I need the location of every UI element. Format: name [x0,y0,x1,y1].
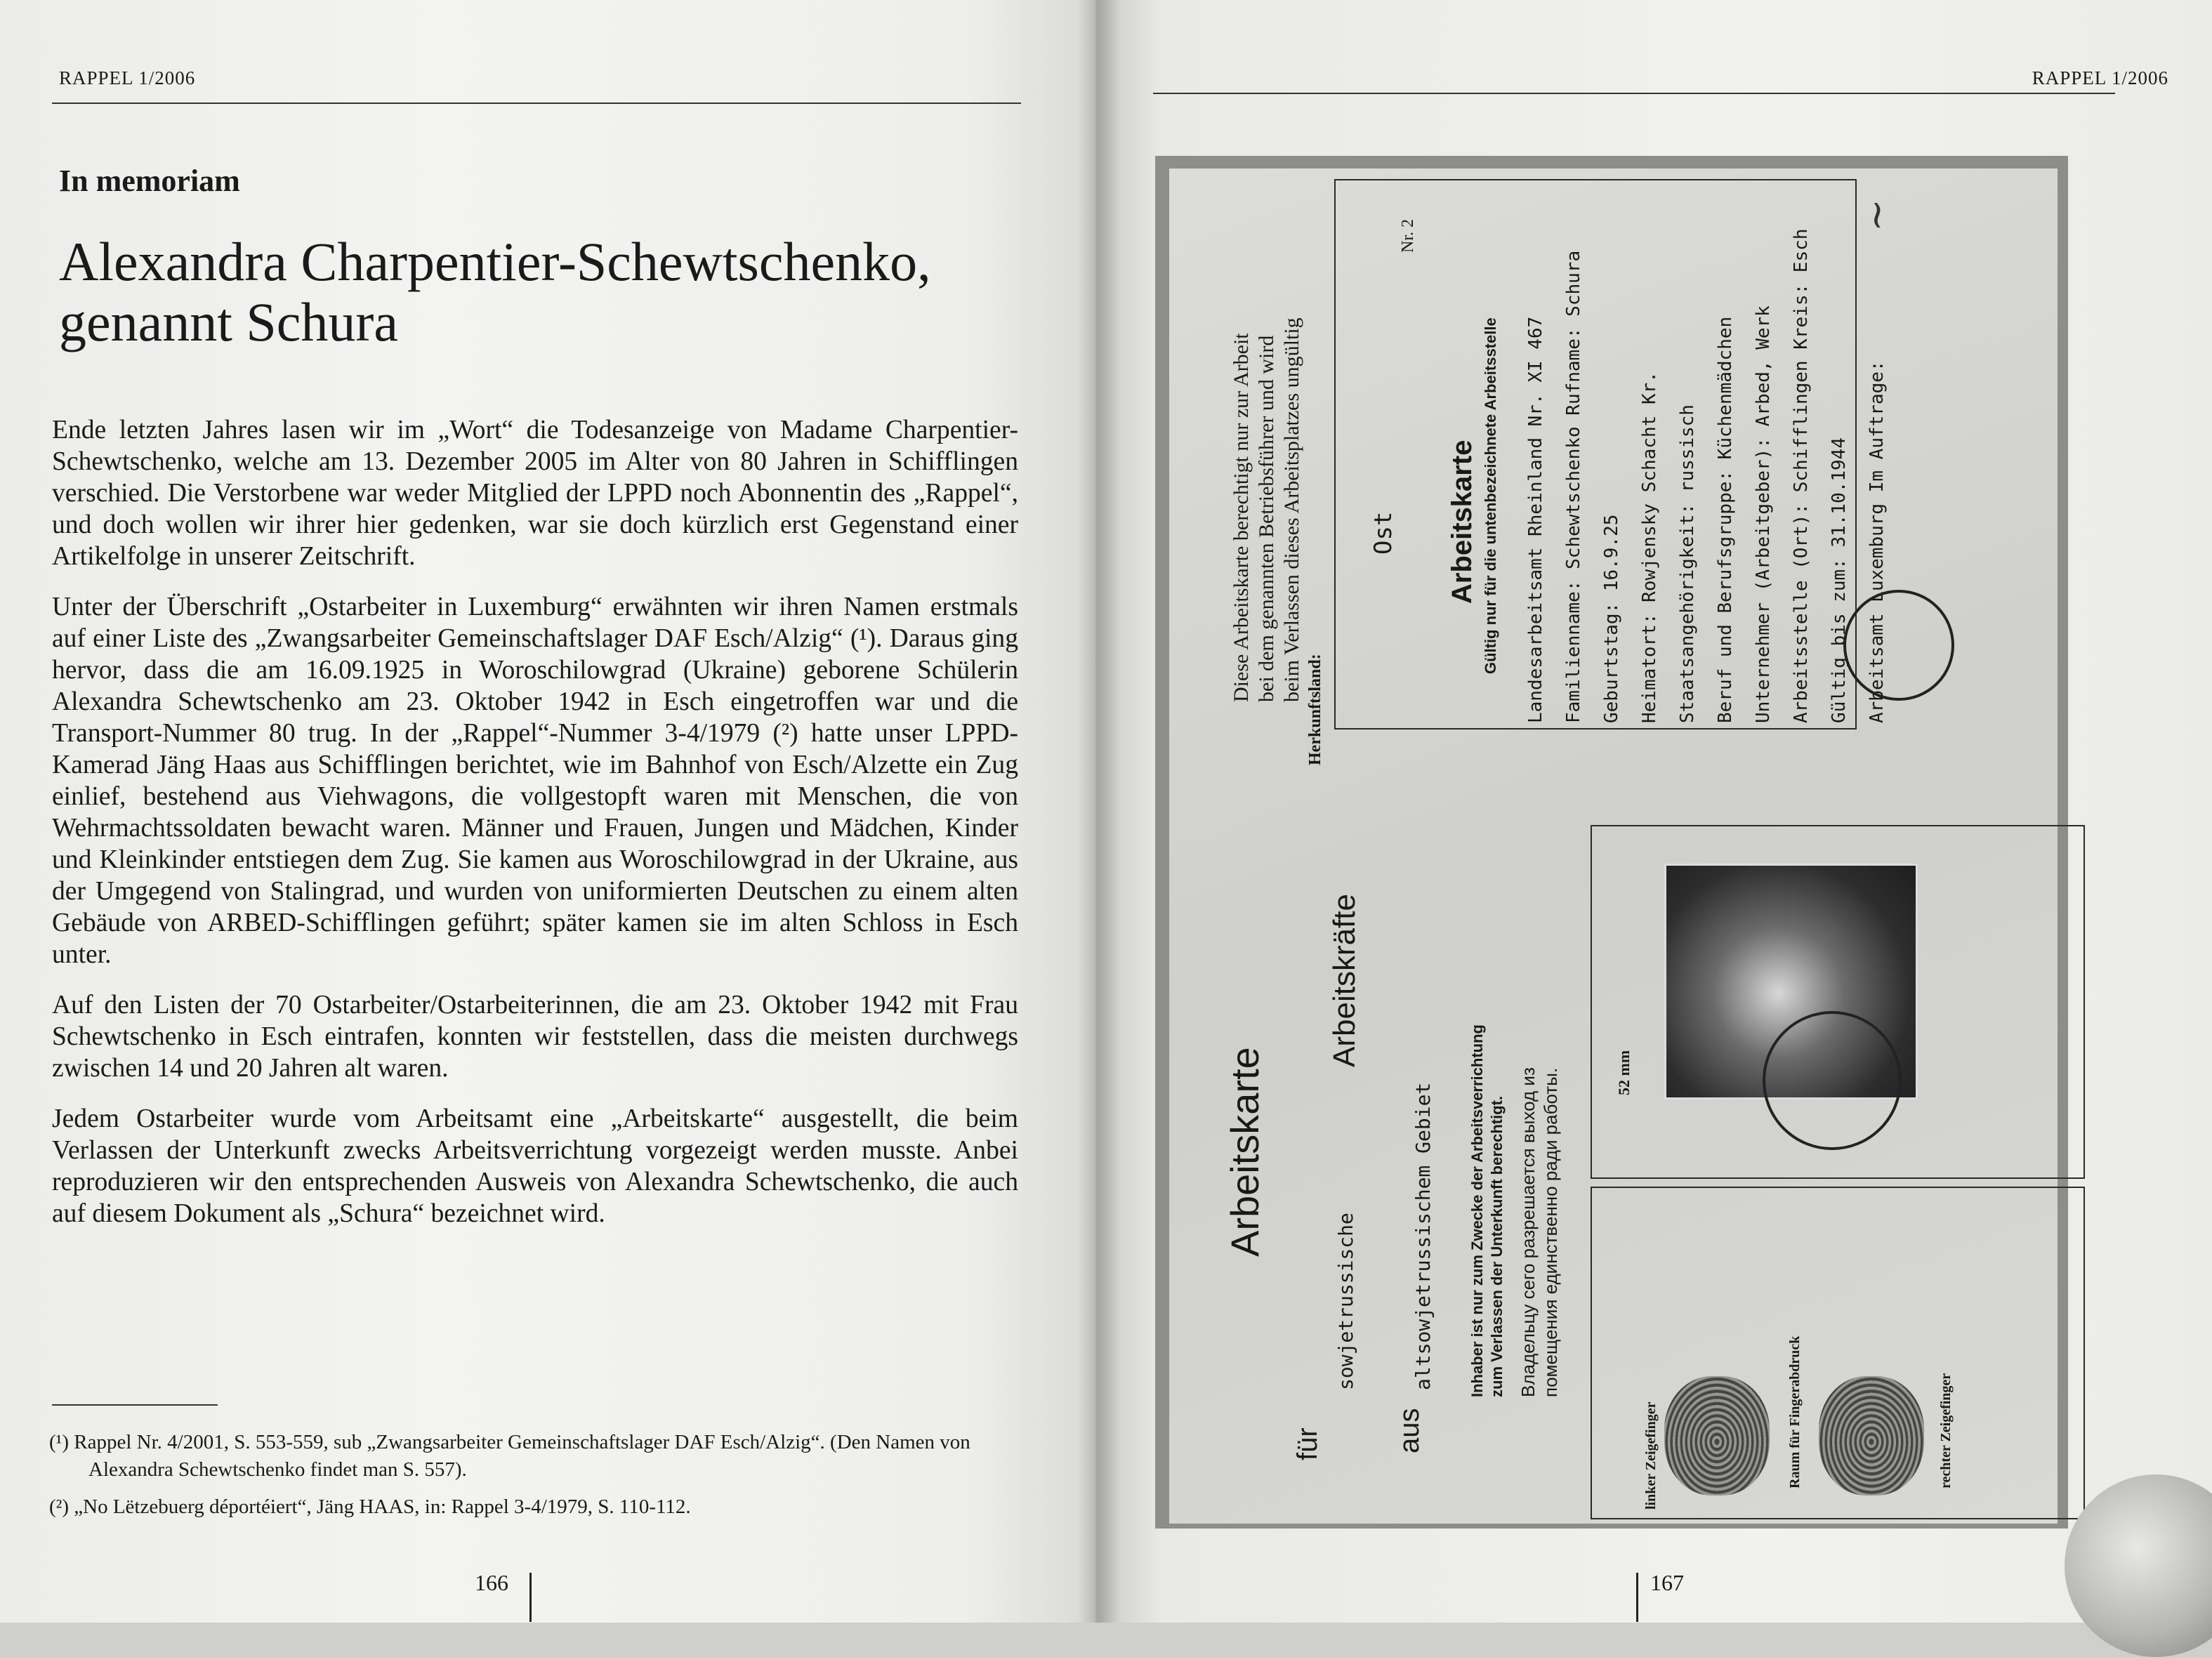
running-head-left: RAPPEL 1/2006 [59,67,196,88]
paragraph: Unter der Überschrift „Ostarbeiter in Luxemburg“ erwähnten wir ihren Namen erstmals auf einer Liste des „Zwangsarbeiter Gemeinschaftslager DAF Esch/Alzig“ (¹). Daraus ging hervor, dass die am 16.09.1925 in Woroschilowgrad (Ukraine) geborene Schülerin Alexandra Schewtschenko am 23. Oktober 1942 in Esch eingetroffen war und die Transport-Nummer 80 trug. In der „Rappel“-Nummer 3-4/1979 (²) hatte unser LPPD-Kamerad Jäng Haas aus Schifflingen berichtet, wie im Bahnhof von Esch/Alzette ein Zug einlief, bestehend aus Viehwagons, die vollgestopft waren mit Menschen, die von Wehrmachtssoldaten bewacht waren. Männer und Frauen, Jungen und Mädchen, Kinder und Kleinkinder entstiegen dem Zug. Sie kamen aus Woroschilowgrad in der Ukraine, aus der Umgegend von Stalingrad, und wurden von uniformierten Deutschen zu einem alten Gebäude von ARBED-Schifflingen geführt; später kamen sie im alten Schloss in Esch unter. [52,593,1018,969]
header-rule-left [52,103,1021,104]
fuer-value: sowjetrussische [1334,1213,1357,1390]
section-label: In memoriam [59,164,240,198]
card-subtitle: Gültig nur für die untenbezeichnete Arbeitsstelle [1482,317,1499,674]
field-profession: Beruf und Berufsgruppe: Küchenmädchen [1715,316,1736,723]
right-fingerprint-icon [1819,1376,1924,1496]
card-number: Nr. 2 [1399,219,1417,253]
big-card-title: Arbeitskarte [1223,1047,1267,1257]
card-title: Arbeitskarte [1447,440,1477,604]
field-valid-until: Gültig bis zum: 31.10.1944 [1829,437,1850,723]
official-stamp-icon [1843,590,1954,701]
field-employer: Unternehmer (Arbeitgeber): Arbed, Werk [1753,305,1774,723]
folio-bar-left [529,1573,532,1622]
paragraph: Ende letzten Jahres lasen wir im „Wort“ die Todesanzeige von Madame Charpentier-Schewtschenko, welche am 13. Dezember 2005 im Alter von 80 Jahren in Schifflingen verschied. Die Verstorbene war weder Mitglied der LPPD noch Abonnentin des „Rappel“, und doch wollen wir ihrer hier gedenken, war sie doch kürzlich erst Gegenstand einer Artikelfolge in unserer Zeitschrift. [52,416,1018,571]
field-arbeitsamt: Landesarbeitsamt Rheinland Nr. XI 467 [1525,316,1546,723]
header-rule-right [1153,93,2115,94]
footnote: (¹) Rappel Nr. 4/2001, S. 553-559, sub „Zwangsarbeiter Gemeinschaftslager DAF Esch/Alzig“. (Den Namen von Alexandra Schewtschenko findet man S. 557). [49,1431,970,1481]
field-authority: Arbeitsamt Luxemburg Im Auftrage: [1867,360,1888,723]
title-line-2: genannt Schura [59,291,399,352]
field-birthdate: Geburtstag: 16.9.25 [1601,514,1622,723]
fuer-label: für [1292,1427,1323,1460]
aus-value: altsowjetrussischem Gebiet [1411,1082,1435,1390]
book-gutter [1078,0,1120,1623]
article-title [59,232,1042,352]
signature-icon: ~ [1854,199,1900,232]
permission-german: Inhaber ist nur zum Zwecke der Arbeitsverrichtung zum Verlassen der Unterkunft berechtigt. [1468,1024,1506,1397]
card-fields [1517,229,1896,723]
running-head-right: RAPPEL 1/2006 [2032,67,2168,88]
aus-label: aus [1394,1408,1425,1453]
footnotes [49,1429,1018,1531]
field-nationality: Staatsangehörigkeit: russisch [1677,404,1698,723]
folio-bar-right [1636,1573,1638,1622]
paragraph: Jedem Ostarbeiter wurde vom Arbeitsamt eine „Arbeitskarte“ ausgestellt, die beim Verlassen der Unterkunft zwecks Arbeitsverrichtung vorgezeigt werden musste. Anbei reproduzieren wir den entsprechenden Ausweis von Alexandra Schewtschenko, die auch auf diesem Dokument als „Schura“ bezeichnet wird. [52,1104,1018,1228]
arbeitskraefte-label: Arbeitskräfte [1327,894,1362,1067]
title-line-1: Alexandra Charpentier-Schewtschenko, [59,231,931,292]
field-workplace: Arbeitsstelle (Ort): Schifflingen Kreis: Esch [1791,228,1812,723]
fingerprint-area-label: Raum für Fingerabdruck [1787,1335,1803,1488]
herkunftsland-value: Ost [1369,511,1397,555]
left-page [0,0,1095,1623]
permission-russian: Владельцу сего разрешается выход из помещения единственно ради работы. [1518,1067,1561,1397]
footnote-rule [52,1404,218,1406]
validity-notice: Diese Arbeitskarte berechtigt nur zur Arbeit bei dem genannten Betriebsführer und wird beim Verlassen dieses Arbeitsplatzes ungültig [1230,317,1303,702]
photo-size-label: 52 mm [1615,1050,1633,1095]
page-number-right: 167 [1650,1570,1684,1595]
field-hometown: Heimatort: Rowjensky Schacht Kr. [1639,371,1660,723]
photo-stamp-icon [1763,1011,1902,1150]
fingerprint-right-label: rechter Zeigefinger [1938,1373,1954,1488]
field-name: Familienname: Schewtschenko Rufname: Schura [1563,250,1584,723]
herkunftsland-label: Herkunftsland: [1306,654,1324,765]
fingerprint-left-label: linker Zeigefinger [1643,1401,1659,1510]
paragraph: Auf den Listen der 70 Ostarbeiter/Ostarbeiterinnen, die am 23. Oktober 1942 mit Frau Schewtschenko in Esch eintrafen, konnten wir feststellen, dass die meisten durchwegs zwischen 14 und 20 Jahren alt waren. [52,991,1018,1083]
article-body [52,414,1018,1248]
page-number-left: 166 [475,1570,508,1595]
footnote: (²) „No Lëtzebuerg déportéiert“, Jäng HAAS, in: Rappel 3-4/1979, S. 110-112. [49,1496,691,1518]
left-fingerprint-icon [1664,1376,1770,1496]
